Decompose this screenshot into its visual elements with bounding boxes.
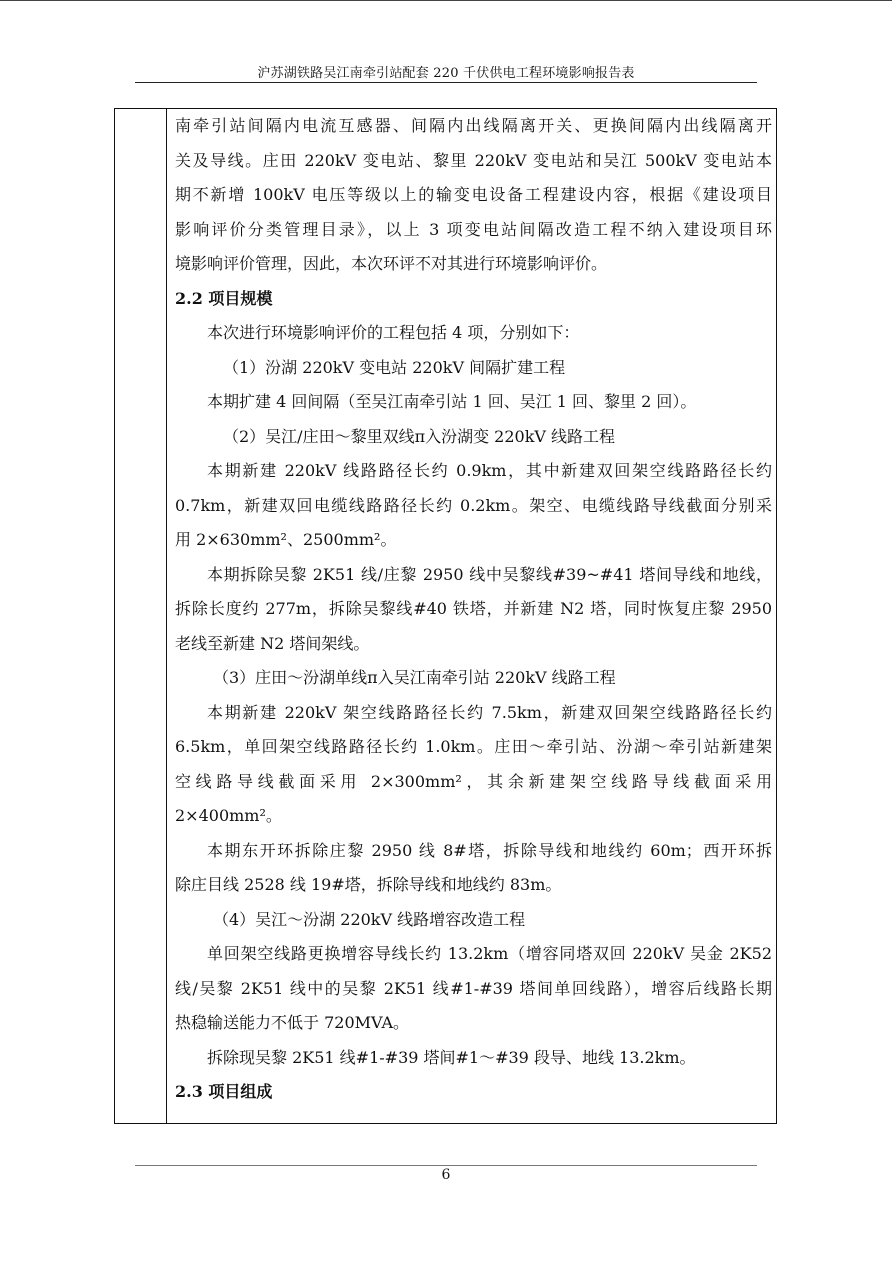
- content-table-frame: [114, 108, 777, 1124]
- header-rule: [135, 82, 757, 83]
- paragraph-line: 本期新建 220kV 线路路径长约 0.9km，其中新建双回架空线路路径长约: [207, 461, 772, 480]
- document-header-title: 沪苏湖铁路吴江南牵引站配套 220 千伏供电工程环境影响报告表: [257, 66, 635, 81]
- paragraph-line: 关及导线。庄田 220kV 变电站、黎里 220kV 变电站和吴江 500kV 变电站本: [175, 150, 772, 170]
- paragraph-line: 南牵引站间隔内电流互感器、间隔内出线隔离开关、更换间隔内出线隔离开: [175, 116, 772, 135]
- paragraph-line: 用 2×630mm²、2500mm²。: [175, 530, 397, 549]
- paragraph-line: 2×400mm²。: [175, 806, 282, 825]
- paragraph-line: 本期东开环拆除庄黎 2950 线 8#塔，拆除导线和地线约 60m；西开环拆: [207, 840, 772, 860]
- paragraph-line: 拆除现吴黎 2K51 线#1-#39 塔间#1～#39 段导、地线 13.2km。: [207, 1047, 696, 1067]
- paragraph-line: 本期扩建 4 回间隔（至吴江南牵引站 1 回、吴江 1 回、黎里 2 回）。: [207, 392, 697, 411]
- page-top-border: [0, 0, 892, 1]
- subsection-heading-1: （1）汾湖 220kV 变电站 220kV 间隔扩建工程: [223, 357, 566, 377]
- paragraph-line: 除庄目线 2528 线 19#塔，拆除导线和地线约 83m。: [175, 875, 562, 894]
- paragraph-line: 本次进行环境影响评价的工程包括 4 项，分别如下：: [207, 323, 580, 342]
- paragraph-line: 6.5km，单回架空线路路径长约 1.0km。庄田～牵引站、汾湖～牵引站新建架: [175, 737, 772, 756]
- paragraph-line: 本期新建 220kV 架空线路路径长约 7.5km，新建双回架空线路路径长约: [207, 702, 772, 722]
- table-content-cell: [175, 109, 772, 1110]
- page-number: 6: [441, 1167, 451, 1183]
- paragraph-line: 0.7km，新建双回电缆线路路径长约 0.2km。架空、电缆线路导线截面分别采: [175, 495, 772, 515]
- paragraph-line: 线/吴黎 2K51 线中的吴黎 2K51 线#1-#39 塔间单回线路），增容后线路长期: [175, 978, 772, 998]
- subsection-heading-3: （3）庄田～汾湖单线π入吴江南牵引站 220kV 线路工程: [213, 668, 616, 687]
- section-heading-2-2: 2.2 项目规模: [175, 288, 273, 308]
- paragraph-line: 期不新增 100kV 电压等级以上的输变电设备工程建设内容，根据《建设项目: [175, 185, 772, 204]
- paragraph-line: 影响评价分类管理目录》，以上 3 项变电站间隔改造工程不纳入建设项目环: [175, 219, 772, 239]
- section-heading-2-3: 2.3 项目组成: [175, 1082, 273, 1101]
- paragraph-line: 单回架空线路更换增容导线长约 13.2km（增容同塔双回 220kV 吴金 2K52: [207, 944, 772, 963]
- paragraph-line: 境影响评价管理，因此，本次环评不对其进行环境影响评价。: [175, 254, 608, 273]
- footer-rule: [135, 1165, 757, 1166]
- table-left-column: [115, 109, 167, 1123]
- subsection-heading-2: （2）吴江/庄田～黎里双线π入汾湖变 220kV 线路工程: [223, 426, 616, 446]
- paragraph-line: 热稳输送能力不低于 720MVA。: [175, 1013, 410, 1032]
- paragraph-line: 老线至新建 N2 塔间架线。: [175, 633, 370, 653]
- paragraph-line: 空线路导线截面采用 2×300mm²，其余新建架空线路导线截面采用: [175, 771, 772, 791]
- paragraph-line: 拆除长度约 277m，拆除吴黎线#40 铁塔，并新建 N2 塔，同时恢复庄黎 2950: [175, 599, 772, 618]
- paragraph-line: 本期拆除吴黎 2K51 线/庄黎 2950 线中吴黎线#39~#41 塔间导线和地线，: [207, 564, 772, 584]
- subsection-heading-4: （4）吴江～汾湖 220kV 线路增容改造工程: [213, 909, 526, 929]
